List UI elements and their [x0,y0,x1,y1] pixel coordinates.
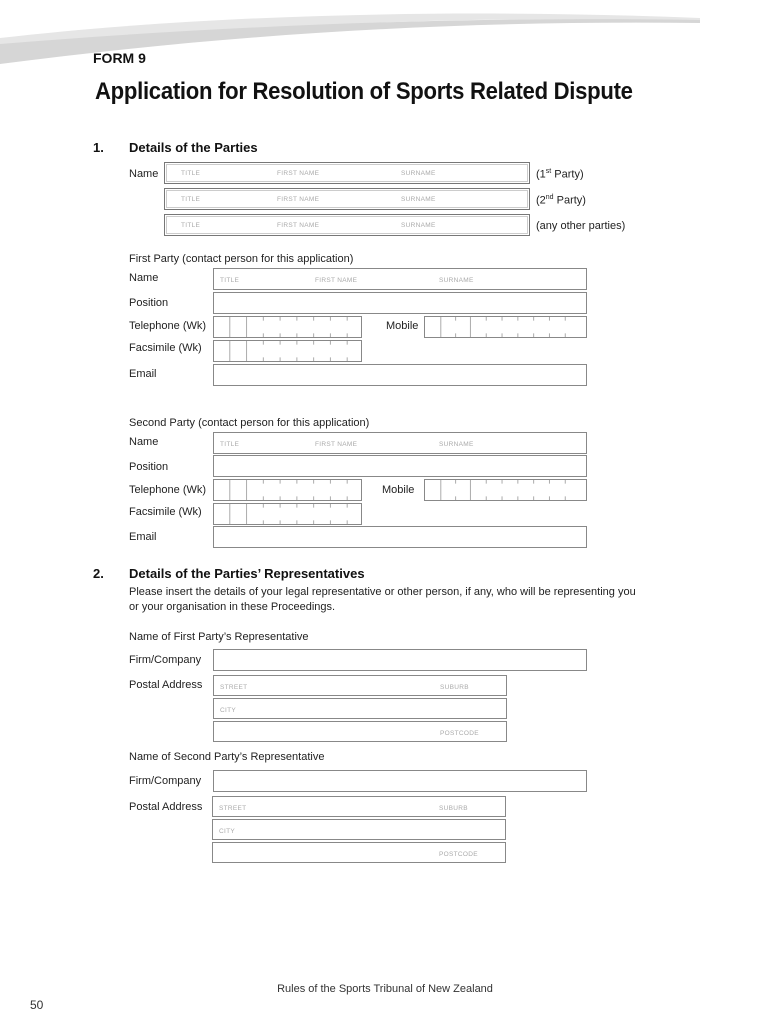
digit-ticks [425,480,586,500]
ph-title: TITLE [220,277,240,284]
rep-2-street-field[interactable] [212,796,506,817]
page-title: Application for Resolution of Sports Related Dispute [95,78,633,105]
ph-street: STREET [219,805,247,812]
ph-first-name: FIRST NAME [277,170,320,177]
section-1-number: 1. [93,140,104,155]
party-2-name-field[interactable] [164,188,530,210]
ph-surname: SURNAME [401,170,436,177]
form-number: FORM 9 [93,50,146,66]
page-footer: Rules of the Sports Tribunal of New Zealand [277,983,493,995]
second-party-email-label: Email [129,531,157,543]
ph-suburb: SUBURB [440,684,469,691]
party-1-name-field[interactable] [164,162,530,184]
first-party-position-label: Position [129,297,169,309]
ph-first-name: FIRST NAME [277,196,320,203]
rep-2-postal-label: Postal Address [129,801,203,813]
digit-ticks [214,480,361,500]
ph-street: STREET [220,684,248,691]
first-party-telephone-label: Telephone (Wk) [129,320,207,332]
parties-name-label: Name [129,168,159,180]
ph-surname: SURNAME [439,277,474,284]
section-2-intro-line-1: Please insert the details of your legal representative or other person, if any, who will be representing you [129,586,636,598]
rep-1-street-field[interactable] [213,675,507,696]
rep-1-city-field[interactable] [213,698,507,719]
rep-1-heading: Name of First Party’s Representative [129,631,309,643]
second-party-facsimile-label: Facsimile (Wk) [129,506,202,518]
digit-ticks [214,341,361,361]
ph-title: TITLE [181,170,201,177]
rep-1-firm-label: Firm/Company [129,654,202,666]
section-2-title: Details of the Parties’ Representatives [129,566,365,581]
rep-2-heading: Name of Second Party’s Representative [129,751,325,763]
rep-2-city-field[interactable] [212,819,506,840]
second-party-mobile-field[interactable] [424,479,587,501]
ph-title: TITLE [220,441,240,448]
second-party-mobile-label: Mobile [382,484,415,496]
digit-ticks [425,317,586,337]
page-number: 50 [30,998,44,1012]
rep-2-postcode-field[interactable] [212,842,506,863]
ph-first-name: FIRST NAME [315,441,358,448]
ph-city: CITY [219,828,236,835]
first-party-email-label: Email [129,368,157,380]
first-party-mobile-label: Mobile [386,320,419,332]
rep-2-firm-field[interactable] [213,770,587,792]
party-2-label: (2nd Party) [536,194,586,207]
first-party-mobile-field[interactable] [424,316,587,338]
second-party-name-field[interactable] [213,432,587,454]
rep-2-firm-label: Firm/Company [129,775,202,787]
section-2-intro-line-2: or your organisation in these Proceedings. [129,601,336,613]
first-party-position-field[interactable] [213,292,587,314]
first-party-name-field[interactable] [213,268,587,290]
rep-1-postal-label: Postal Address [129,679,203,691]
rep-1-firm-field[interactable] [213,649,587,671]
digit-ticks [214,504,361,524]
other-parties-label: (any other parties) [536,220,626,232]
second-party-position-label: Position [129,461,169,473]
ph-first-name: FIRST NAME [315,277,358,284]
ph-surname: SURNAME [401,222,436,229]
second-party-facsimile-field[interactable] [213,503,362,525]
ph-title: TITLE [181,222,201,229]
ph-surname: SURNAME [439,441,474,448]
ph-city: CITY [220,707,237,714]
first-party-telephone-field[interactable] [213,316,362,338]
second-party-email-field[interactable] [213,526,587,548]
section-1-title: Details of the Parties [129,140,258,155]
ph-first-name: FIRST NAME [277,222,320,229]
section-2-number: 2. [93,566,104,581]
first-party-facsimile-label: Facsimile (Wk) [129,342,202,354]
first-party-heading: First Party (contact person for this application) [129,253,354,265]
second-party-telephone-label: Telephone (Wk) [129,484,207,496]
second-party-heading: Second Party (contact person for this application) [129,417,370,429]
ph-surname: SURNAME [401,196,436,203]
party-1-label: (1st Party) [536,168,584,181]
first-party-facsimile-field[interactable] [213,340,362,362]
ph-postcode: POSTCODE [439,851,478,858]
ph-postcode: POSTCODE [440,730,479,737]
digit-ticks [214,317,361,337]
second-party-name-label: Name [129,436,159,448]
second-party-position-field[interactable] [213,455,587,477]
ph-title: TITLE [181,196,201,203]
first-party-email-field[interactable] [213,364,587,386]
other-parties-name-field[interactable] [164,214,530,236]
ph-suburb: SUBURB [439,805,468,812]
rep-1-postcode-field[interactable] [213,721,507,742]
first-party-name-label: Name [129,272,159,284]
second-party-telephone-field[interactable] [213,479,362,501]
